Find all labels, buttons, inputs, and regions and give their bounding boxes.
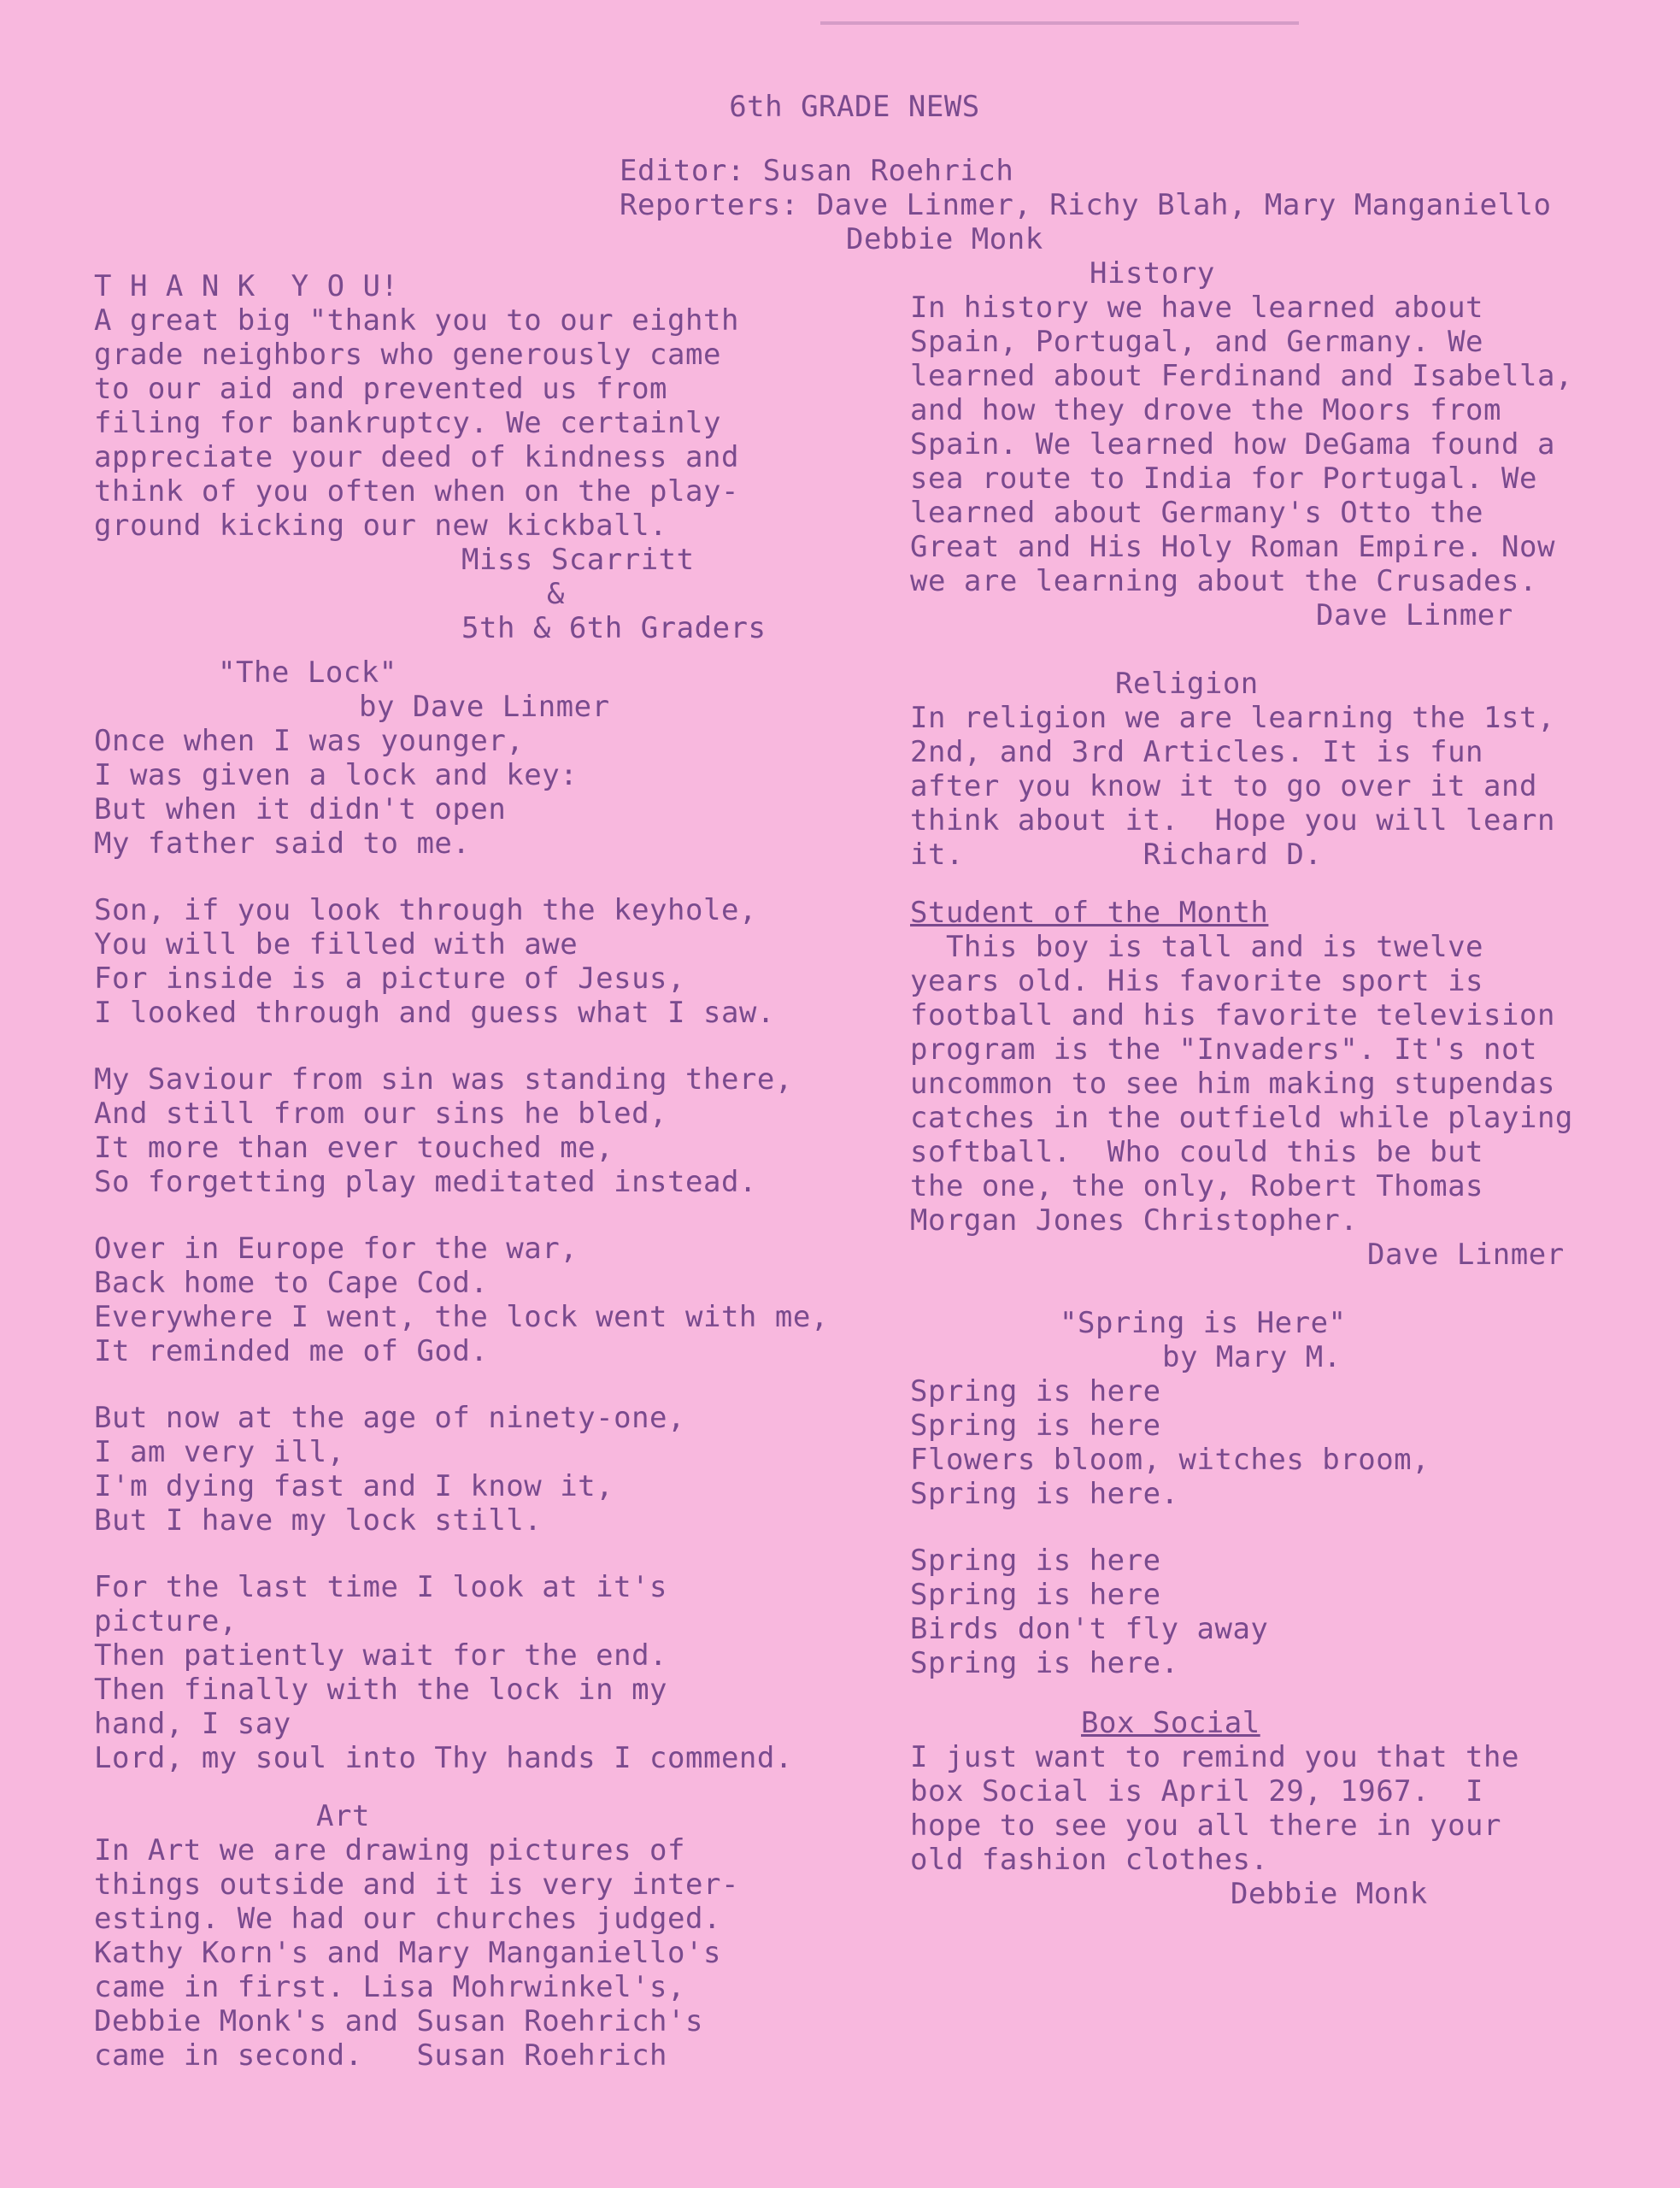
box-social-heading: Box Social — [1081, 1706, 1260, 1740]
right-column — [910, 256, 1679, 1911]
text-line: hope to see you all there in your — [910, 1809, 1502, 1843]
text-line: Spain. We learned how DeGama found a — [910, 427, 1555, 462]
poem-line: Spring is here. — [910, 1646, 1179, 1680]
reporters-line-2: Debbie Monk — [846, 222, 1043, 256]
poem-line: Flowers bloom, witches broom, — [910, 1443, 1430, 1477]
poem-line: So forgetting play meditated instead. — [94, 1165, 757, 1199]
signature: & — [547, 577, 565, 611]
text-line: This boy is tall and is twelve — [910, 930, 1484, 964]
text-line: esting. We had our churches judged. — [94, 1902, 721, 1936]
poem-line: Lord, my soul into Thy hands I commend. — [94, 1741, 793, 1775]
text-line: football and his favorite television — [910, 998, 1555, 1032]
poem-line: Once when I was younger, — [94, 724, 525, 758]
poem-stanza — [94, 1401, 906, 1538]
top-smudge — [820, 21, 1299, 25]
poem-line: Then patiently wait for the end. — [94, 1638, 668, 1673]
text-line: catches in the outfield while playing — [910, 1101, 1573, 1135]
poem-line: Spring is here — [910, 1374, 1161, 1409]
poem-line: Over in Europe for the war, — [94, 1232, 579, 1266]
poem-line: It reminded me of God. — [94, 1334, 489, 1368]
text-line: learned about Ferdinand and Isabella, — [910, 359, 1573, 393]
poem-title: "The Lock" — [218, 656, 397, 690]
text-line: the one, the only, Robert Thomas — [910, 1169, 1484, 1203]
poem-stanza — [94, 724, 906, 861]
poem-stanza — [910, 1374, 1679, 1511]
text-line: things outside and it is very inter- — [94, 1867, 739, 1902]
signature: Dave Linmer — [1367, 1238, 1565, 1272]
text-line: think of you often when on the play- — [94, 474, 739, 509]
text-line: appreciate your deed of kindness and — [94, 440, 739, 474]
text-line: and how they drove the Moors from — [910, 393, 1502, 427]
poem-line: picture, — [94, 1604, 238, 1638]
poem-line: I'm dying fast and I know it, — [94, 1469, 614, 1503]
text-line: learned about Germany's Otto the — [910, 496, 1484, 530]
text-line: softball. Who could this be but — [910, 1135, 1484, 1169]
poem-line: Then finally with the lock in my — [94, 1673, 668, 1707]
text-line: In history we have learned about — [910, 291, 1484, 325]
poem-line: You will be filled with awe — [94, 927, 579, 962]
text-line: 2nd, and 3rd Articles. It is fun — [910, 735, 1484, 769]
poem-line: But now at the age of ninety-one, — [94, 1401, 686, 1435]
poem-line: Spring is here. — [910, 1477, 1179, 1511]
text-line: it. Richard D. — [910, 838, 1323, 872]
poem-title: "Spring is Here" — [1060, 1306, 1347, 1340]
editor-line: Editor: Susan Roehrich — [620, 154, 1014, 188]
text-line: came in second. Susan Roehrich — [94, 2038, 668, 2073]
text-line: Kathy Korn's and Mary Manganiello's — [94, 1936, 721, 1970]
poem-stanza — [94, 893, 906, 1030]
poem-line: Spring is here — [910, 1578, 1161, 1612]
text-line: grade neighbors who generously came — [94, 338, 721, 372]
text-line: ground kicking our new kickball. — [94, 509, 668, 543]
poem-line: I looked through and guess what I saw. — [94, 996, 775, 1030]
newsletter-title: 6th GRADE NEWS — [729, 90, 980, 124]
poem-byline: by Mary M. — [1162, 1340, 1342, 1374]
poem-line: I was given a lock and key: — [94, 758, 579, 792]
text-line: In Art we are drawing pictures of — [94, 1833, 686, 1867]
text-line: after you know it to go over it and — [910, 769, 1537, 803]
left-column — [94, 269, 906, 2073]
poem-stanza — [910, 1544, 1679, 1680]
poem-line: Back home to Cape Cod. — [94, 1266, 489, 1300]
text-line: I just want to remind you that the — [910, 1740, 1519, 1774]
text-line: Great and His Holy Roman Empire. Now — [910, 530, 1555, 564]
text-line: sea route to India for Portugal. We — [910, 462, 1537, 496]
text-line: Morgan Jones Christopher. — [910, 1203, 1359, 1238]
art-heading: Art — [316, 1799, 370, 1833]
masthead — [620, 154, 1679, 256]
poem-stanza — [94, 1232, 906, 1368]
poem-line: And still from our sins he bled, — [94, 1097, 668, 1131]
thank-you-heading: T H A N K Y O U! — [94, 269, 399, 303]
signature: Debbie Monk — [1231, 1877, 1428, 1911]
text-line: Debbie Monk's and Susan Roehrich's — [94, 2004, 703, 2038]
poem-line: Spring is here — [910, 1409, 1161, 1443]
poem-line: Spring is here — [910, 1544, 1161, 1578]
text-line: Spain, Portugal, and Germany. We — [910, 325, 1484, 359]
text-line: In religion we are learning the 1st, — [910, 701, 1555, 735]
poem-line: For inside is a picture of Jesus, — [94, 962, 686, 996]
text-line: came in first. Lisa Mohrwinkel's, — [94, 1970, 686, 2004]
text-line: to our aid and prevented us from — [94, 372, 668, 406]
poem-stanza — [94, 1570, 906, 1775]
signature: Dave Linmer — [1316, 598, 1513, 632]
poem-line: It more than ever touched me, — [94, 1131, 614, 1165]
text-line: A great big "thank you to our eighth — [94, 303, 739, 338]
poem-byline: by Dave Linmer — [359, 690, 610, 724]
poem-line: My father said to me. — [94, 826, 471, 861]
poem-line: Birds don't fly away — [910, 1612, 1269, 1646]
poem-line: I am very ill, — [94, 1435, 345, 1469]
text-line: program is the "Invaders". It's not — [910, 1032, 1537, 1067]
signature: 5th & 6th Graders — [461, 611, 767, 645]
poem-line: Everywhere I went, the lock went with me, — [94, 1300, 829, 1334]
poem-line: My Saviour from sin was standing there, — [94, 1062, 793, 1097]
text-line: think about it. Hope you will learn — [910, 803, 1555, 838]
text-line: filing for bankruptcy. We certainly — [94, 406, 721, 440]
poem-line: But when it didn't open — [94, 792, 507, 826]
poem-stanza — [94, 1062, 906, 1199]
text-line: we are learning about the Crusades. — [910, 564, 1537, 598]
poem-line: For the last time I look at it's — [94, 1570, 668, 1604]
text-line: box Social is April 29, 1967. I — [910, 1774, 1484, 1809]
religion-heading: Religion — [1115, 667, 1259, 701]
signature: Miss Scarritt — [461, 543, 695, 577]
poem-line: hand, I say — [94, 1707, 291, 1741]
text-line: years old. His favorite sport is — [910, 964, 1484, 998]
poem-line: Son, if you look through the keyhole, — [94, 893, 757, 927]
reporters-line: Reporters: Dave Linmer, Richy Blah, Mary Manganiello — [620, 188, 1552, 222]
text-line: old fashion clothes. — [910, 1843, 1269, 1877]
text-line: uncommon to see him making stupendas — [910, 1067, 1555, 1101]
student-heading: Student of the Month — [910, 896, 1269, 930]
poem-line: But I have my lock still. — [94, 1503, 543, 1538]
history-heading: History — [1090, 256, 1215, 291]
